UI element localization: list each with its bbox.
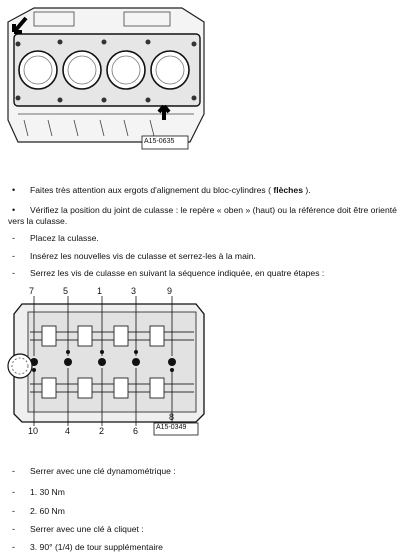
sequence-number: 6: [133, 426, 139, 436]
bullet: •: [12, 185, 16, 195]
instruction-text: Serrez les vis de culasse en suivant la séquence indiquée, en quatre étapes :: [30, 268, 325, 278]
step-text: Serrer avec une clé dynamométrique :: [30, 466, 176, 476]
dash: -: [12, 542, 15, 552]
sequence-number: 7: [29, 286, 35, 296]
instruction-text-end: ).: [302, 185, 311, 195]
sequence-number: 10: [28, 426, 39, 436]
dash: -: [12, 487, 15, 497]
dash: -: [12, 251, 15, 261]
instruction-text: Vérifiez la position du joint de culasse : le repère « oben » (haut) ou la référence doit être orienté vers la culasse.: [8, 205, 397, 226]
sequence-number: 1: [97, 286, 103, 296]
dash: -: [12, 524, 15, 534]
sequence-number: 5: [63, 286, 69, 296]
sequence-number: 3: [131, 286, 137, 296]
sequence-number: 9: [167, 286, 173, 296]
instruction-text: Placez la culasse.: [30, 233, 99, 243]
cylinder-block-figure: [4, 2, 210, 154]
figure-reference-label: A15-0349: [156, 424, 187, 431]
instruction-bold: flèches: [273, 185, 303, 195]
instruction-text: Faites très attention aux ergots d'alignement du bloc-cylindres (: [30, 185, 274, 195]
step-text: 3. 90° (1/4) de tour supplémentaire: [30, 542, 163, 552]
step-text: Serrer avec une clé à cliquet :: [30, 524, 144, 534]
step-text: 1. 30 Nm: [30, 487, 65, 497]
bullet: •: [12, 205, 16, 215]
cylinder-head-figure: [4, 286, 210, 436]
sequence-number: 8: [169, 412, 175, 422]
sequence-number: 2: [99, 426, 105, 436]
dash: -: [12, 466, 15, 476]
sequence-number: 4: [65, 426, 71, 436]
instruction-text: Insérez les nouvelles vis de culasse et serrez-les à la main.: [30, 251, 256, 261]
cylinder-head-drawing: [4, 286, 210, 436]
dash: -: [12, 233, 15, 243]
dash: -: [12, 506, 15, 516]
dash: -: [12, 268, 15, 278]
figure-reference-label: A15-0635: [144, 138, 175, 145]
instruction-item: [8, 205, 406, 229]
step-text: 2. 60 Nm: [30, 506, 65, 516]
cylinder-block-drawing: [4, 2, 210, 154]
